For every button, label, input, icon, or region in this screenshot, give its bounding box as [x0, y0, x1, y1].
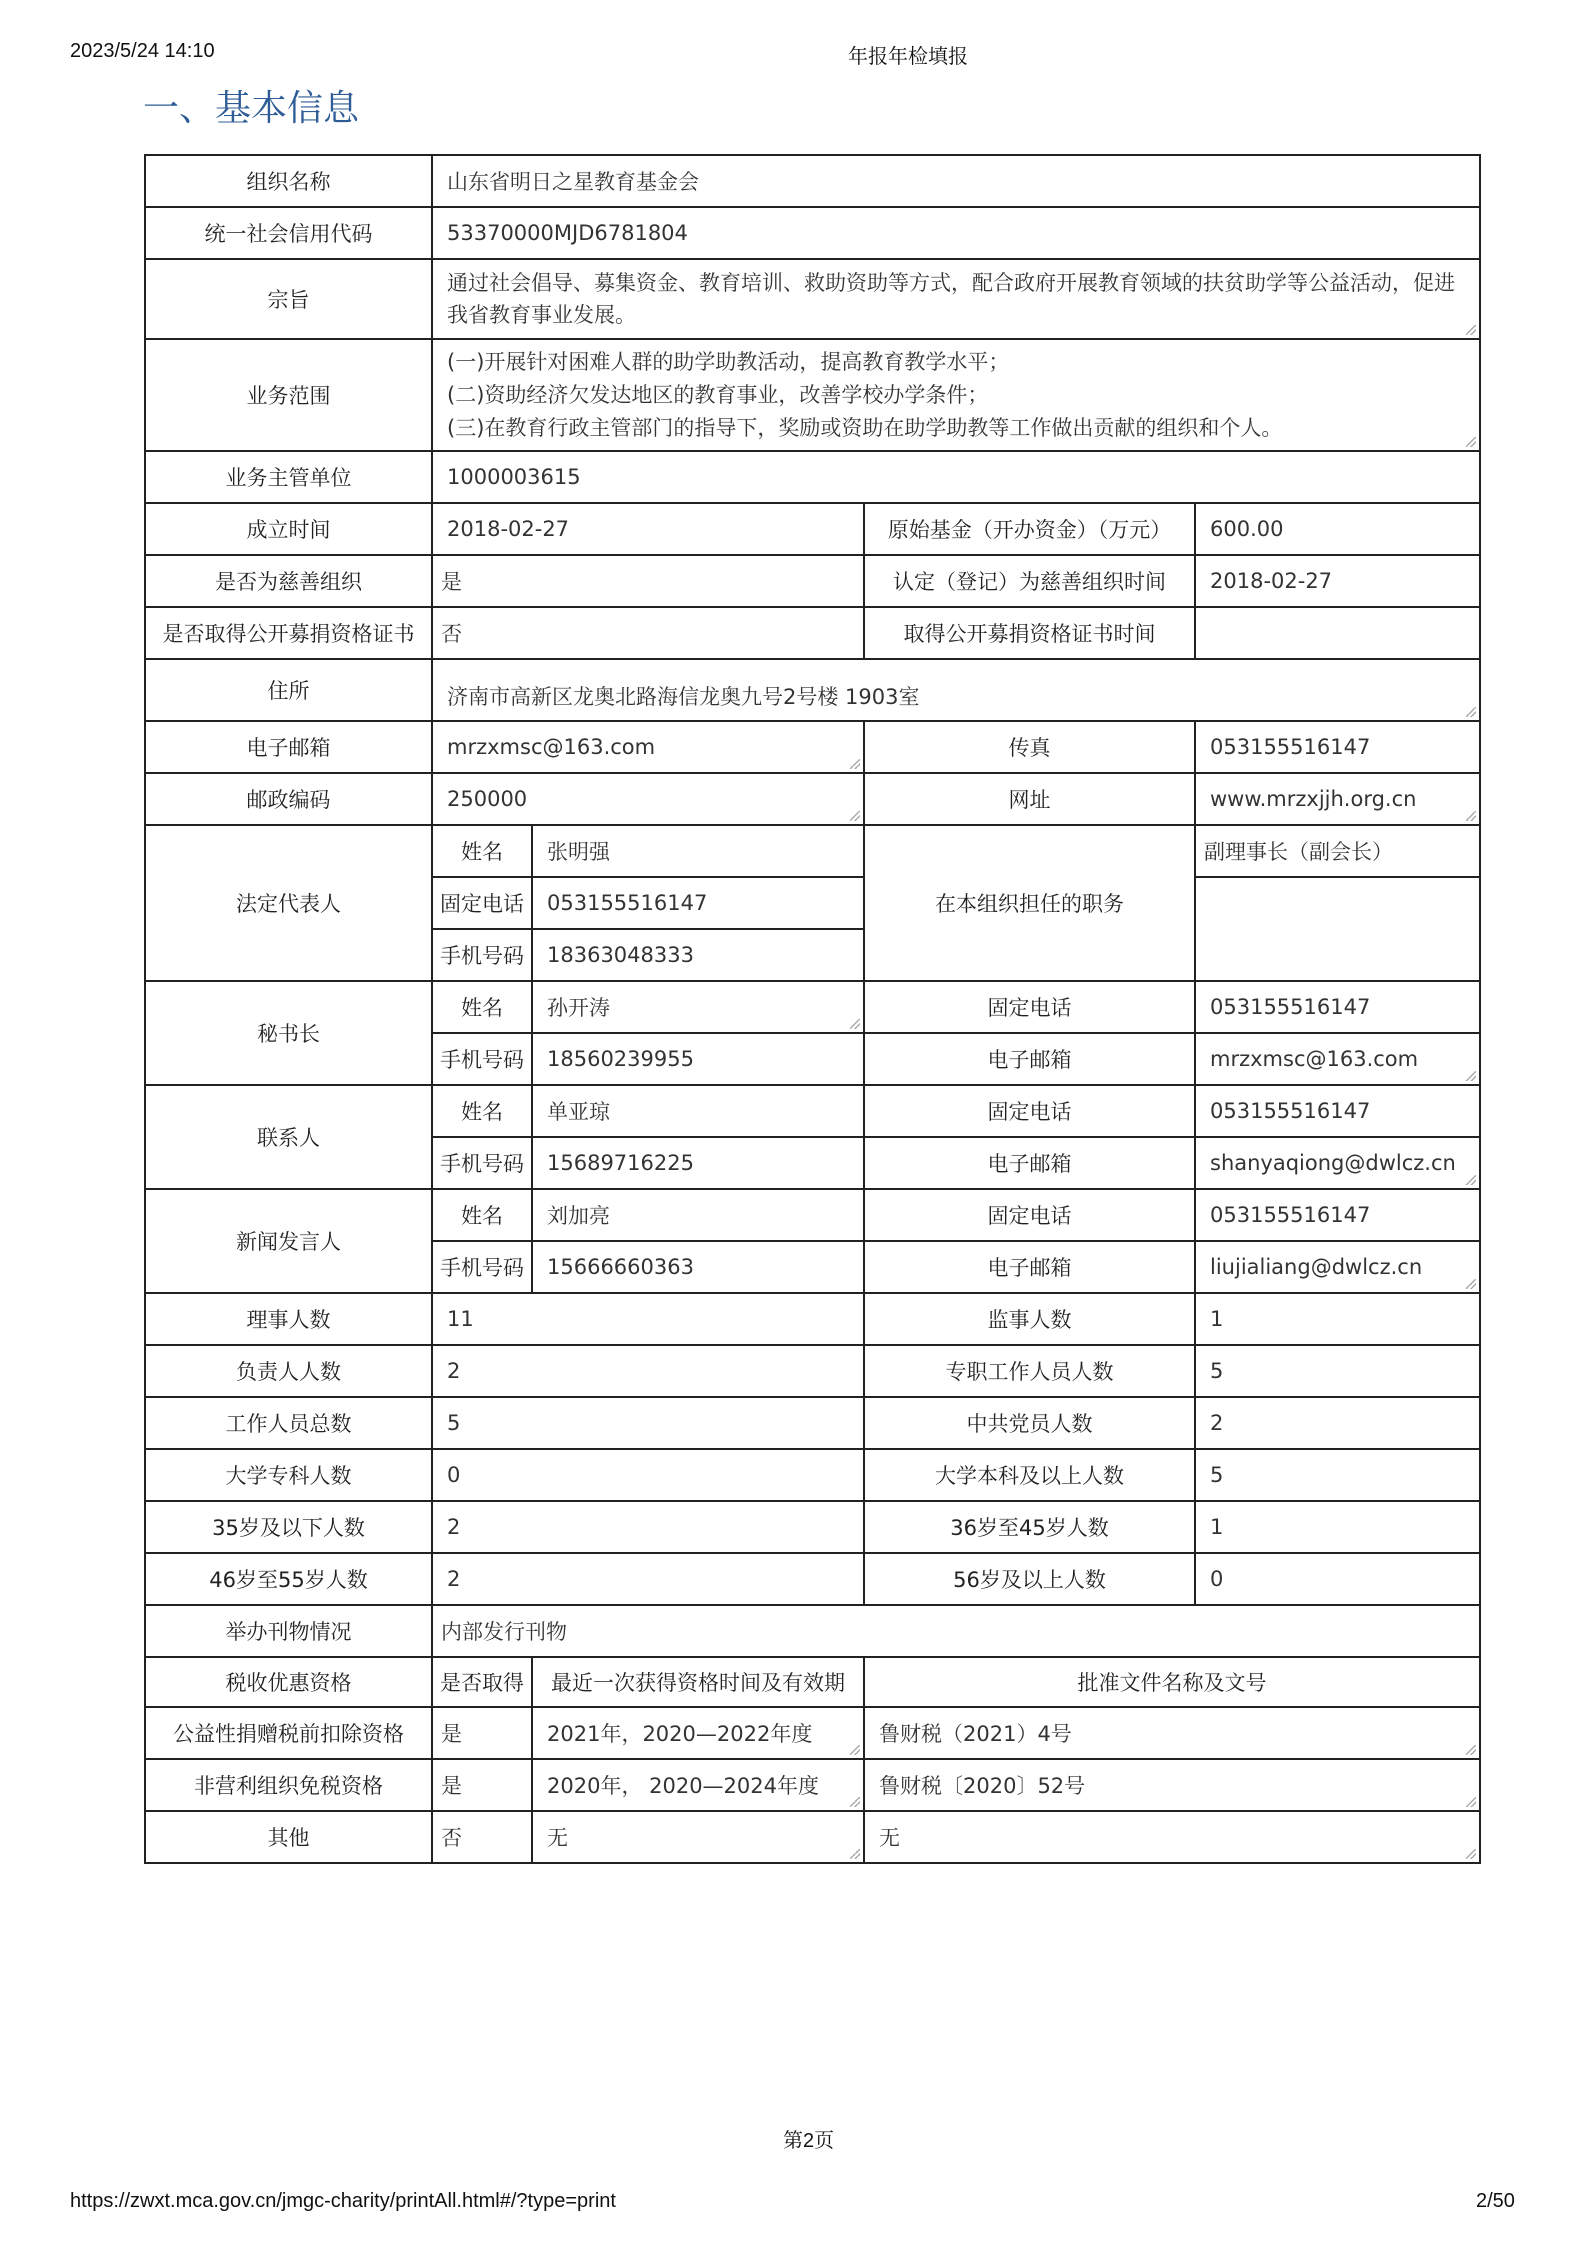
- label-secretary-phone: 固定电话: [864, 981, 1195, 1033]
- label-count: 36岁至45岁人数: [864, 1501, 1195, 1553]
- row-secretary: [145, 981, 1480, 1033]
- label-count: 专职工作人员人数: [864, 1345, 1195, 1397]
- label-contact: 联系人: [145, 1085, 432, 1189]
- label-tax-type: 公益性捐赠税前扣除资格: [145, 1707, 432, 1759]
- row-authority: [145, 451, 1480, 503]
- fundraising-field[interactable]: 否: [432, 607, 864, 659]
- count-field[interactable]: 2: [1195, 1397, 1480, 1449]
- label-count: 大学本科及以上人数: [864, 1449, 1195, 1501]
- initial-fund-field[interactable]: 600.00: [1195, 503, 1480, 555]
- label-count: 监事人数: [864, 1293, 1195, 1345]
- charity-date-field[interactable]: 2018-02-27: [1195, 555, 1480, 607]
- label-fundraising: 是否取得公开募捐资格证书: [145, 607, 432, 659]
- label-legal-rep-name: 姓名: [432, 825, 532, 877]
- count-field[interactable]: 2: [432, 1345, 864, 1397]
- label-legal-rep-position: 在本组织担任的职务: [864, 825, 1195, 981]
- tax-obtained-field[interactable]: 是: [432, 1707, 532, 1759]
- secretary-mobile-field[interactable]: 18560239955: [532, 1033, 864, 1085]
- row-count: [145, 1397, 1480, 1449]
- row-spokesperson: [145, 1189, 1480, 1241]
- row-scope: [145, 339, 1480, 451]
- legal-rep-name-field[interactable]: 张明强: [532, 825, 864, 877]
- label-count: 35岁及以下人数: [145, 1501, 432, 1553]
- print-timestamp: 2023/5/24 14:10: [70, 40, 215, 62]
- count-field[interactable]: 1: [1195, 1293, 1480, 1345]
- print-url: https://zwxt.mca.gov.cn/jmgc-charity/printAll.html#/?type=print: [70, 2190, 616, 2212]
- label-spokesperson: 新闻发言人: [145, 1189, 432, 1293]
- legal-rep-position-extra: [1195, 877, 1480, 981]
- page-count: 2/50: [1476, 2190, 1515, 2212]
- label-count: 工作人员总数: [145, 1397, 432, 1449]
- label-tax-type: 非营利组织免税资格: [145, 1759, 432, 1811]
- tax-doc-field[interactable]: 无: [864, 1811, 1480, 1863]
- legal-rep-mobile-field[interactable]: 18363048333: [532, 929, 864, 981]
- secretary-email-field[interactable]: mrzxmsc@163.com: [1195, 1033, 1480, 1085]
- tax-obtained-field[interactable]: 是: [432, 1759, 532, 1811]
- label-contact-mobile: 手机号码: [432, 1137, 532, 1189]
- label-count: 大学专科人数: [145, 1449, 432, 1501]
- label-scope: 业务范围: [145, 339, 432, 451]
- label-secretary-name: 姓名: [432, 981, 532, 1033]
- row-tax: [145, 1811, 1480, 1863]
- label-fundraising-date: 取得公开募捐资格证书时间: [864, 607, 1195, 659]
- scope-line: (一)开展针对困难人群的助学助教活动，提高教育教学水平；: [447, 349, 1010, 374]
- label-publications: 举办刊物情况: [145, 1605, 432, 1657]
- count-field[interactable]: 5: [1195, 1345, 1480, 1397]
- label-count: 负责人人数: [145, 1345, 432, 1397]
- label-tax-obtained: 是否取得: [432, 1657, 532, 1707]
- publications-field[interactable]: 内部发行刊物: [432, 1605, 1480, 1657]
- row-charity: [145, 555, 1480, 607]
- label-credit-code: 统一社会信用代码: [145, 207, 432, 259]
- count-field[interactable]: 2: [432, 1501, 864, 1553]
- count-field[interactable]: 2: [432, 1553, 864, 1605]
- email-field[interactable]: mrzxmsc@163.com: [432, 721, 864, 773]
- authority-field[interactable]: 1000003615: [432, 451, 1480, 503]
- row-fundraising: [145, 607, 1480, 659]
- label-address: 住所: [145, 659, 432, 721]
- row-count: [145, 1501, 1480, 1553]
- label-charity: 是否为慈善组织: [145, 555, 432, 607]
- row-count: [145, 1449, 1480, 1501]
- label-spokesperson-name: 姓名: [432, 1189, 532, 1241]
- row-credit-code: [145, 207, 1480, 259]
- row-count: [145, 1345, 1480, 1397]
- count-field[interactable]: 1: [1195, 1501, 1480, 1553]
- row-tax-header: [145, 1657, 1480, 1707]
- founded-field[interactable]: 2018-02-27: [432, 503, 864, 555]
- label-org-name: 组织名称: [145, 155, 432, 207]
- row-contact: [145, 1085, 1480, 1137]
- row-address: [145, 659, 1480, 721]
- label-secretary-mobile: 手机号码: [432, 1033, 532, 1085]
- legal-rep-position-field[interactable]: 副理事长（副会长）: [1195, 825, 1480, 877]
- scope-line: (二)资助经济欠发达地区的教育事业，改善学校办学条件；: [447, 382, 989, 407]
- website-field[interactable]: www.mrzxjjh.org.cn: [1195, 773, 1480, 825]
- contact-mobile-field[interactable]: 15689716225: [532, 1137, 864, 1189]
- tax-doc-field[interactable]: 鲁财税〔2020〕52号: [864, 1759, 1480, 1811]
- row-tax: [145, 1759, 1480, 1811]
- label-legal-rep-mobile: 手机号码: [432, 929, 532, 981]
- spokesperson-mobile-field[interactable]: 15666660363: [532, 1241, 864, 1293]
- row-legal-rep: [145, 825, 1480, 877]
- contact-phone-field[interactable]: 053155516147: [1195, 1085, 1480, 1137]
- row-count: [145, 1553, 1480, 1605]
- row-org-name: [145, 155, 1480, 207]
- label-tax: 税收优惠资格: [145, 1657, 432, 1707]
- label-secretary: 秘书长: [145, 981, 432, 1085]
- label-authority: 业务主管单位: [145, 451, 432, 503]
- label-founded: 成立时间: [145, 503, 432, 555]
- basic-info-table: [144, 154, 1481, 1864]
- spokesperson-phone-field[interactable]: 053155516147: [1195, 1189, 1480, 1241]
- label-tax-type: 其他: [145, 1811, 432, 1863]
- label-fax: 传真: [864, 721, 1195, 773]
- label-count: 中共党员人数: [864, 1397, 1195, 1449]
- address-field[interactable]: 济南市高新区龙奥北路海信龙奥九号2号楼 1903室: [432, 659, 1480, 721]
- label-secretary-email: 电子邮箱: [864, 1033, 1195, 1085]
- charity-field[interactable]: 是: [432, 555, 864, 607]
- tax-period-field[interactable]: 无: [532, 1811, 864, 1863]
- count-field[interactable]: 5: [432, 1397, 864, 1449]
- spokesperson-email-field[interactable]: liujialiang@dwlcz.cn: [1195, 1241, 1480, 1293]
- spokesperson-name-field[interactable]: 刘加亮: [532, 1189, 864, 1241]
- tax-obtained-field[interactable]: 否: [432, 1811, 532, 1863]
- label-website: 网址: [864, 773, 1195, 825]
- label-contact-name: 姓名: [432, 1085, 532, 1137]
- label-contact-phone: 固定电话: [864, 1085, 1195, 1137]
- label-count: 46岁至55岁人数: [145, 1553, 432, 1605]
- row-email: [145, 721, 1480, 773]
- row-publications: [145, 1605, 1480, 1657]
- label-spokesperson-phone: 固定电话: [864, 1189, 1195, 1241]
- tax-period-field[interactable]: 2021年，2020—2022年度: [532, 1707, 864, 1759]
- org-name-field[interactable]: 山东省明日之星教育基金会: [432, 155, 1480, 207]
- label-email: 电子邮箱: [145, 721, 432, 773]
- label-purpose: 宗旨: [145, 259, 432, 339]
- label-legal-rep-phone: 固定电话: [432, 877, 532, 929]
- contact-name-field[interactable]: 单亚琼: [532, 1085, 864, 1137]
- secretary-name-field[interactable]: 孙开涛: [532, 981, 864, 1033]
- credit-code-field[interactable]: 53370000MJD6781804: [432, 207, 1480, 259]
- page-number: 第2页: [783, 2130, 835, 2152]
- contact-email-field[interactable]: shanyaqiong@dwlcz.cn: [1195, 1137, 1480, 1189]
- count-field[interactable]: 0: [432, 1449, 864, 1501]
- count-field[interactable]: 11: [432, 1293, 864, 1345]
- label-postcode: 邮政编码: [145, 773, 432, 825]
- label-tax-doc: 批准文件名称及文号: [864, 1657, 1480, 1707]
- secretary-phone-field[interactable]: 053155516147: [1195, 981, 1480, 1033]
- count-field[interactable]: 0: [1195, 1553, 1480, 1605]
- scope-line: (三)在教育行政主管部门的指导下，奖励或资助在助学助教等工作做出贡献的组织和个人。: [447, 415, 1283, 440]
- label-legal-rep: 法定代表人: [145, 825, 432, 981]
- count-field[interactable]: 5: [1195, 1449, 1480, 1501]
- print-title: 年报年检填报: [848, 46, 968, 68]
- label-tax-period: 最近一次获得资格时间及有效期: [532, 1657, 864, 1707]
- row-count: [145, 1293, 1480, 1345]
- legal-rep-phone-field[interactable]: 053155516147: [532, 877, 864, 929]
- label-charity-date: 认定（登记）为慈善组织时间: [864, 555, 1195, 607]
- row-founded: [145, 503, 1480, 555]
- fundraising-date-field[interactable]: [1195, 607, 1480, 659]
- postcode-field[interactable]: 250000: [432, 773, 864, 825]
- label-spokesperson-email: 电子邮箱: [864, 1241, 1195, 1293]
- section-title: 一、基本信息: [143, 88, 360, 129]
- scope-textarea[interactable]: [432, 339, 1480, 451]
- row-tax: [145, 1707, 1480, 1759]
- row-postcode: [145, 773, 1480, 825]
- label-initial-fund: 原始基金（开办资金）（万元）: [864, 503, 1195, 555]
- label-count: 56岁及以上人数: [864, 1553, 1195, 1605]
- label-count: 理事人数: [145, 1293, 432, 1345]
- purpose-textarea[interactable]: [432, 259, 1480, 339]
- tax-doc-field[interactable]: 鲁财税（2021）4号: [864, 1707, 1480, 1759]
- row-purpose: [145, 259, 1480, 339]
- label-contact-email: 电子邮箱: [864, 1137, 1195, 1189]
- tax-period-field[interactable]: 2020年， 2020—2024年度: [532, 1759, 864, 1811]
- label-spokesperson-mobile: 手机号码: [432, 1241, 532, 1293]
- purpose-text: 通过社会倡导、募集资金、教育培训、救助资助等方式，配合政府开展教育领域的扶贫助学等公益活动，促进我省教育事业发展。: [447, 271, 1455, 327]
- fax-field[interactable]: 053155516147: [1195, 721, 1480, 773]
